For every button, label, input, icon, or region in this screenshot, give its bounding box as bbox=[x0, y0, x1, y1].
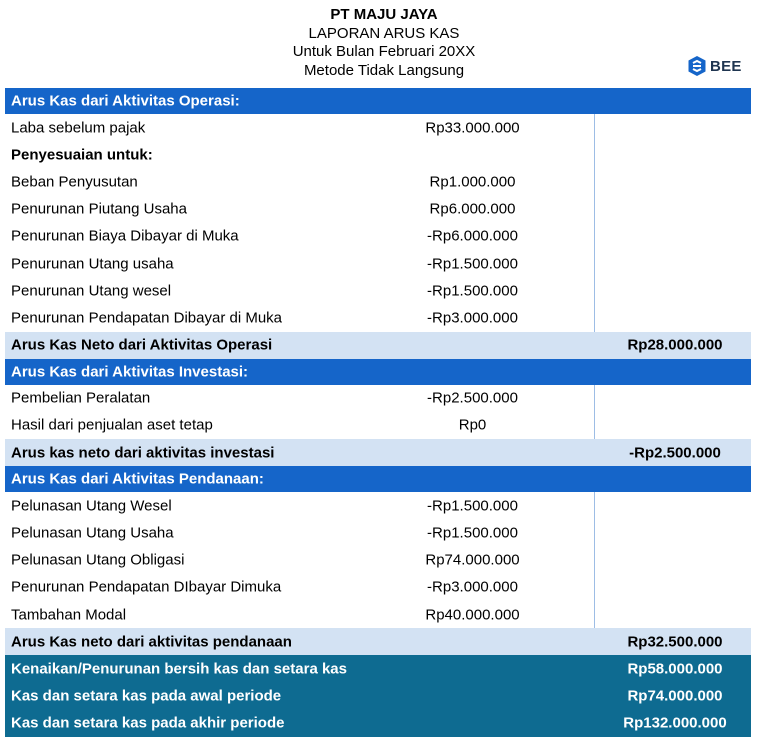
row-amount: -Rp1.500.000 bbox=[427, 282, 518, 300]
row-amount: -Rp1.500.000 bbox=[427, 524, 518, 542]
row-amount: -Rp6.000.000 bbox=[427, 227, 518, 245]
table-row bbox=[5, 114, 751, 141]
row-amount: -Rp3.000.000 bbox=[427, 578, 518, 596]
subtotal-label: Arus kas neto dari aktivitas investasi bbox=[11, 444, 275, 462]
summary-label: Kas dan setara kas pada akhir periode bbox=[11, 714, 285, 732]
row-amount: Rp1.000.000 bbox=[429, 173, 516, 191]
row-amount: Rp33.000.000 bbox=[425, 119, 520, 137]
summary-label: Kenaikan/Penurunan bersih kas dan setara kas bbox=[11, 660, 347, 678]
bee-shield-logo-icon bbox=[688, 56, 706, 76]
subtotal-amount: -Rp2.500.000 bbox=[629, 444, 721, 462]
table-row bbox=[5, 412, 751, 439]
summary-amount: Rp132.000.000 bbox=[623, 714, 727, 732]
summary-label: Kas dan setara kas pada awal periode bbox=[11, 687, 282, 705]
summary-amount: Rp58.000.000 bbox=[627, 660, 723, 678]
table-row bbox=[5, 574, 751, 601]
report-title: LAPORAN ARUS KAS bbox=[308, 24, 460, 42]
table-row bbox=[5, 223, 751, 250]
section-title: Arus Kas dari Aktivitas Operasi: bbox=[11, 92, 240, 110]
section-title: Arus Kas dari Aktivitas Investasi: bbox=[11, 363, 249, 381]
row-label: Laba sebelum pajak bbox=[11, 119, 146, 137]
row-amount: -Rp1.500.000 bbox=[427, 497, 518, 515]
table-row bbox=[5, 519, 751, 546]
table-row bbox=[5, 492, 751, 519]
row-label: Penurunan Biaya Dibayar di Muka bbox=[11, 227, 239, 245]
summary-row-beginning-cash bbox=[5, 683, 751, 710]
company-name: PT MAJU JAYA bbox=[330, 6, 438, 23]
subtotal-row-operating bbox=[5, 332, 751, 359]
subtotal-amount: Rp28.000.000 bbox=[627, 336, 723, 354]
row-label: Pembelian Peralatan bbox=[11, 389, 151, 407]
section-header-investing bbox=[5, 359, 751, 385]
table-row bbox=[5, 196, 751, 223]
row-label: Tambahan Modal bbox=[11, 606, 127, 624]
row-label: Pelunasan Utang Obligasi bbox=[11, 551, 185, 569]
row-label: Penurunan Pendapatan Dibayar di Muka bbox=[11, 309, 283, 327]
row-label: Penurunan Piutang Usaha bbox=[11, 200, 187, 218]
row-label: Penurunan Utang wesel bbox=[11, 282, 172, 300]
row-amount: -Rp3.000.000 bbox=[427, 309, 518, 327]
row-label: Pelunasan Utang Usaha bbox=[11, 524, 174, 542]
row-amount: Rp74.000.000 bbox=[425, 551, 520, 569]
row-label: Penurunan Utang usaha bbox=[11, 255, 174, 273]
subtotal-amount: Rp32.500.000 bbox=[627, 633, 723, 651]
report-header bbox=[0, 6, 768, 80]
table-row bbox=[5, 601, 751, 628]
subtotal-label: Arus Kas Neto dari Aktivitas Operasi bbox=[11, 336, 273, 354]
cash-flow-table bbox=[5, 88, 751, 737]
section-header-operating bbox=[5, 88, 751, 114]
table-row bbox=[5, 168, 751, 195]
section-title: Arus Kas dari Aktivitas Pendanaan: bbox=[11, 470, 264, 488]
table-row bbox=[5, 250, 751, 277]
adjustments-heading bbox=[5, 141, 751, 168]
section-header-financing bbox=[5, 466, 751, 492]
table-row bbox=[5, 277, 751, 304]
table-row bbox=[5, 385, 751, 412]
row-label: Penurunan Pendapatan DIbayar Dimuka bbox=[11, 578, 282, 596]
row-label: Penyesuaian untuk: bbox=[11, 146, 153, 164]
row-amount: -Rp2.500.000 bbox=[427, 389, 518, 407]
summary-amount: Rp74.000.000 bbox=[627, 687, 723, 705]
summary-row-net-change bbox=[5, 655, 751, 682]
table-row bbox=[5, 304, 751, 331]
subtotal-label: Arus Kas neto dari aktivitas pendanaan bbox=[11, 633, 292, 651]
row-amount: Rp0 bbox=[458, 416, 487, 434]
subtotal-row-financing bbox=[5, 628, 751, 655]
row-amount: Rp6.000.000 bbox=[429, 200, 516, 218]
subtotal-row-investing bbox=[5, 439, 751, 466]
row-label: Pelunasan Utang Wesel bbox=[11, 497, 172, 515]
row-label: Beban Penyusutan bbox=[11, 173, 138, 191]
row-amount: Rp40.000.000 bbox=[425, 606, 520, 624]
logo-text: BEE bbox=[710, 57, 742, 75]
bee-logo bbox=[688, 56, 742, 76]
row-amount: -Rp1.500.000 bbox=[427, 255, 518, 273]
report-period: Untuk Bulan Februari 20XX bbox=[292, 43, 476, 60]
summary-row-ending-cash bbox=[5, 710, 751, 737]
table-row bbox=[5, 547, 751, 574]
row-label: Hasil dari penjualan aset tetap bbox=[11, 416, 213, 434]
report-method: Metode Tidak Langsung bbox=[303, 61, 465, 79]
